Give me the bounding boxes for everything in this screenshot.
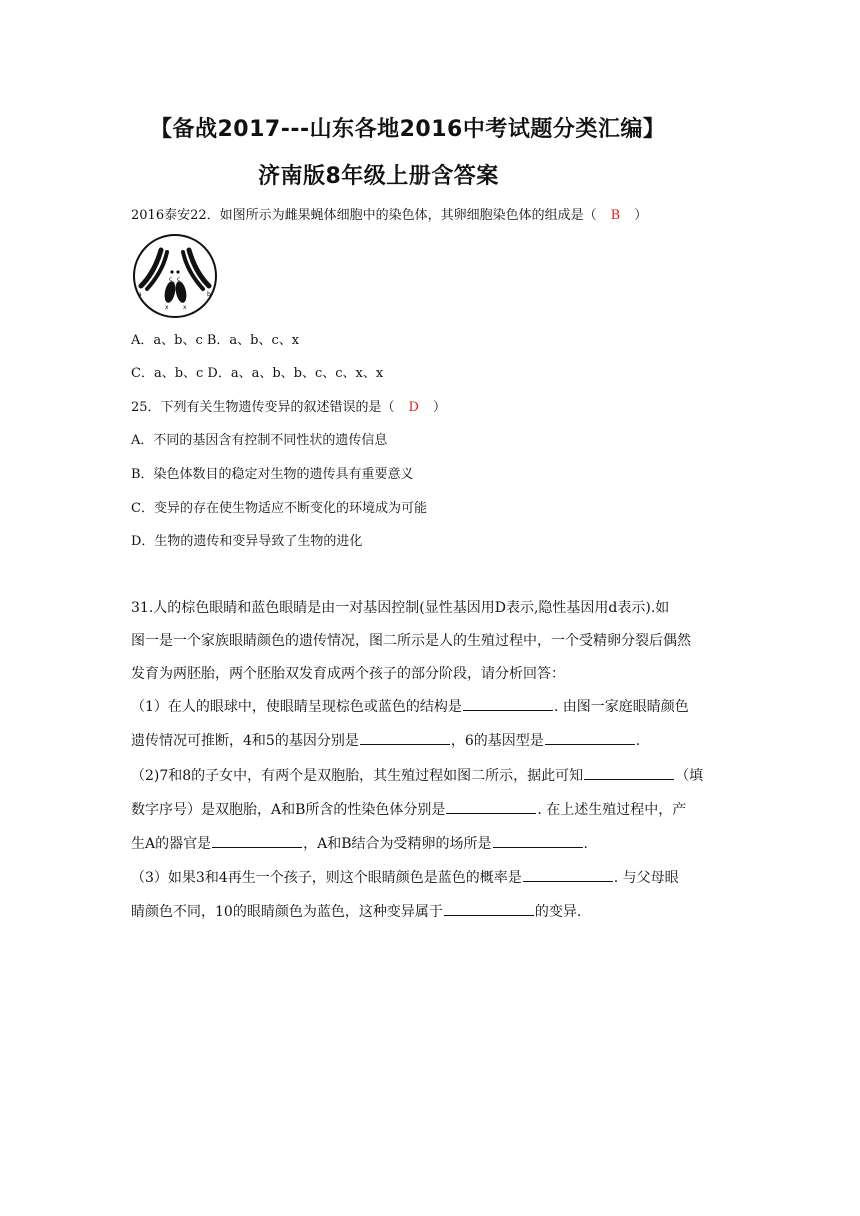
q25-option-b: B．染色体数目的稳定对生物的遗传具有重要意义 [131,467,414,482]
answer-blank-eye-structure[interactable] [463,696,553,711]
label-b: b [207,291,211,298]
answer-blank-sex-chromosomes[interactable] [446,799,536,814]
q25-close-paren: ） [432,400,446,415]
q22-answer: B [610,208,621,223]
answer-blank-genotype-6[interactable] [545,730,635,745]
q31-part1-genotype-text: ，6的基因型是 [450,733,544,749]
answer-blank-genes-4-5[interactable] [360,730,450,745]
q31-part1-text: （1）在人的眼球中，使眼睛呈现棕色或蓝色的结构是 [131,699,462,715]
label-c1: c [169,276,173,283]
q31-part2-text-cont: （填 [675,768,704,784]
answer-blank-organ[interactable] [212,833,302,848]
q31-part3-text-end: 的变异. [534,904,582,920]
q31-part3-line1 [131,867,679,887]
q22-options-cd: C．a、b、c D．a、a、b、b、c、c、x、x [131,366,384,381]
q31-line-2: 图一是一个家族眼睛颜色的遗传情况，图二所示是人的生殖过程中，一个受精卵分裂后偶然 [131,633,691,649]
q31-part2-site-text: ，A和B结合为受精卵的场所是 [303,836,492,852]
q31-part2-organ-text: 生A的器官是 [131,836,212,852]
q31-part2-line2 [131,799,686,819]
q31-part1-line1 [131,696,689,716]
q25-option-c: C．变异的存在使生物适应不断变化的环境成为可能 [131,501,427,516]
q31-part2-text: （2)7和8的子女中，有两个是双胞胎，其生殖过程如图二所示，据此可知 [131,768,584,784]
answer-blank-twins[interactable] [584,765,674,780]
q25-text: 25．下列有关生物遗传变异的叙述错误的是（ [131,400,395,415]
q25-option-d: D．生物的遗传和变异导致了生物的进化 [131,534,363,549]
q31-part2-text-cont2: . 在上述生殖过程中，产 [537,802,687,818]
answer-blank-fertilization-site[interactable] [493,833,583,848]
answer-blank-variation-type[interactable] [444,901,534,916]
q31-part1-genes-text: 遗传情况可推断，4和5的基因分别是 [131,733,359,749]
q31-period: . [635,733,641,749]
document-title: 【备战2017---山东各地2016中考试题分类汇编】 [150,117,666,142]
q31-part1-line2 [131,730,640,750]
label-x2: x [183,304,187,311]
label-c2: c [177,276,181,283]
q25-option-a: A．不同的基因含有控制不同性状的遗传信息 [131,433,388,448]
q22-stem [131,204,647,223]
q25-answer: D [408,400,419,415]
q25-stem [131,396,446,415]
chromosome-diagram [131,234,219,318]
label-x1: x [165,304,169,311]
q22-text: 2016泰安22．如图所示为雌果蝇体细胞中的染色体，其卵细胞染色体的组成是（ [131,208,597,223]
label-a: a [138,291,142,298]
q31-part2-sex-text: 数字序号）是双胞胎，A和B所含的性染色体分别是 [131,802,446,818]
q31-part3-line2 [131,901,581,921]
answer-blank-probability[interactable] [523,867,613,882]
q31-period-2: . [583,836,588,852]
chromosome-figure [131,234,219,318]
q31-line-1: 31.人的棕色眼睛和蓝色眼睛是由一对基因控制(显性基因用D表示,隐性基因用d表示).如 [131,600,670,616]
q31-part1-text-cont: . 由图一家庭眼睛颜色 [553,699,689,715]
q31-part3-variation-text: 睛颜色不同，10的眼睛颜色为蓝色，这种变异属于 [131,904,443,920]
q22-close-paren: ） [634,208,648,223]
q31-part2-line3 [131,833,588,853]
q22-options-ab: A．a、b、c B．a、b、c、x [131,333,300,348]
q31-part3-text: （3）如果3和4再生一个孩子，则这个眼睛颜色是蓝色的概率是 [131,870,522,886]
document-subtitle: 济南版8年级上册含答案 [258,164,499,189]
q31-line-3: 发育为两胚胎，两个胚胎双发育成两个孩子的部分阶段，请分析回答： [131,666,565,682]
q31-part3-text-cont: . 与父母眼 [613,870,679,886]
q31-part2-line1 [131,765,703,785]
